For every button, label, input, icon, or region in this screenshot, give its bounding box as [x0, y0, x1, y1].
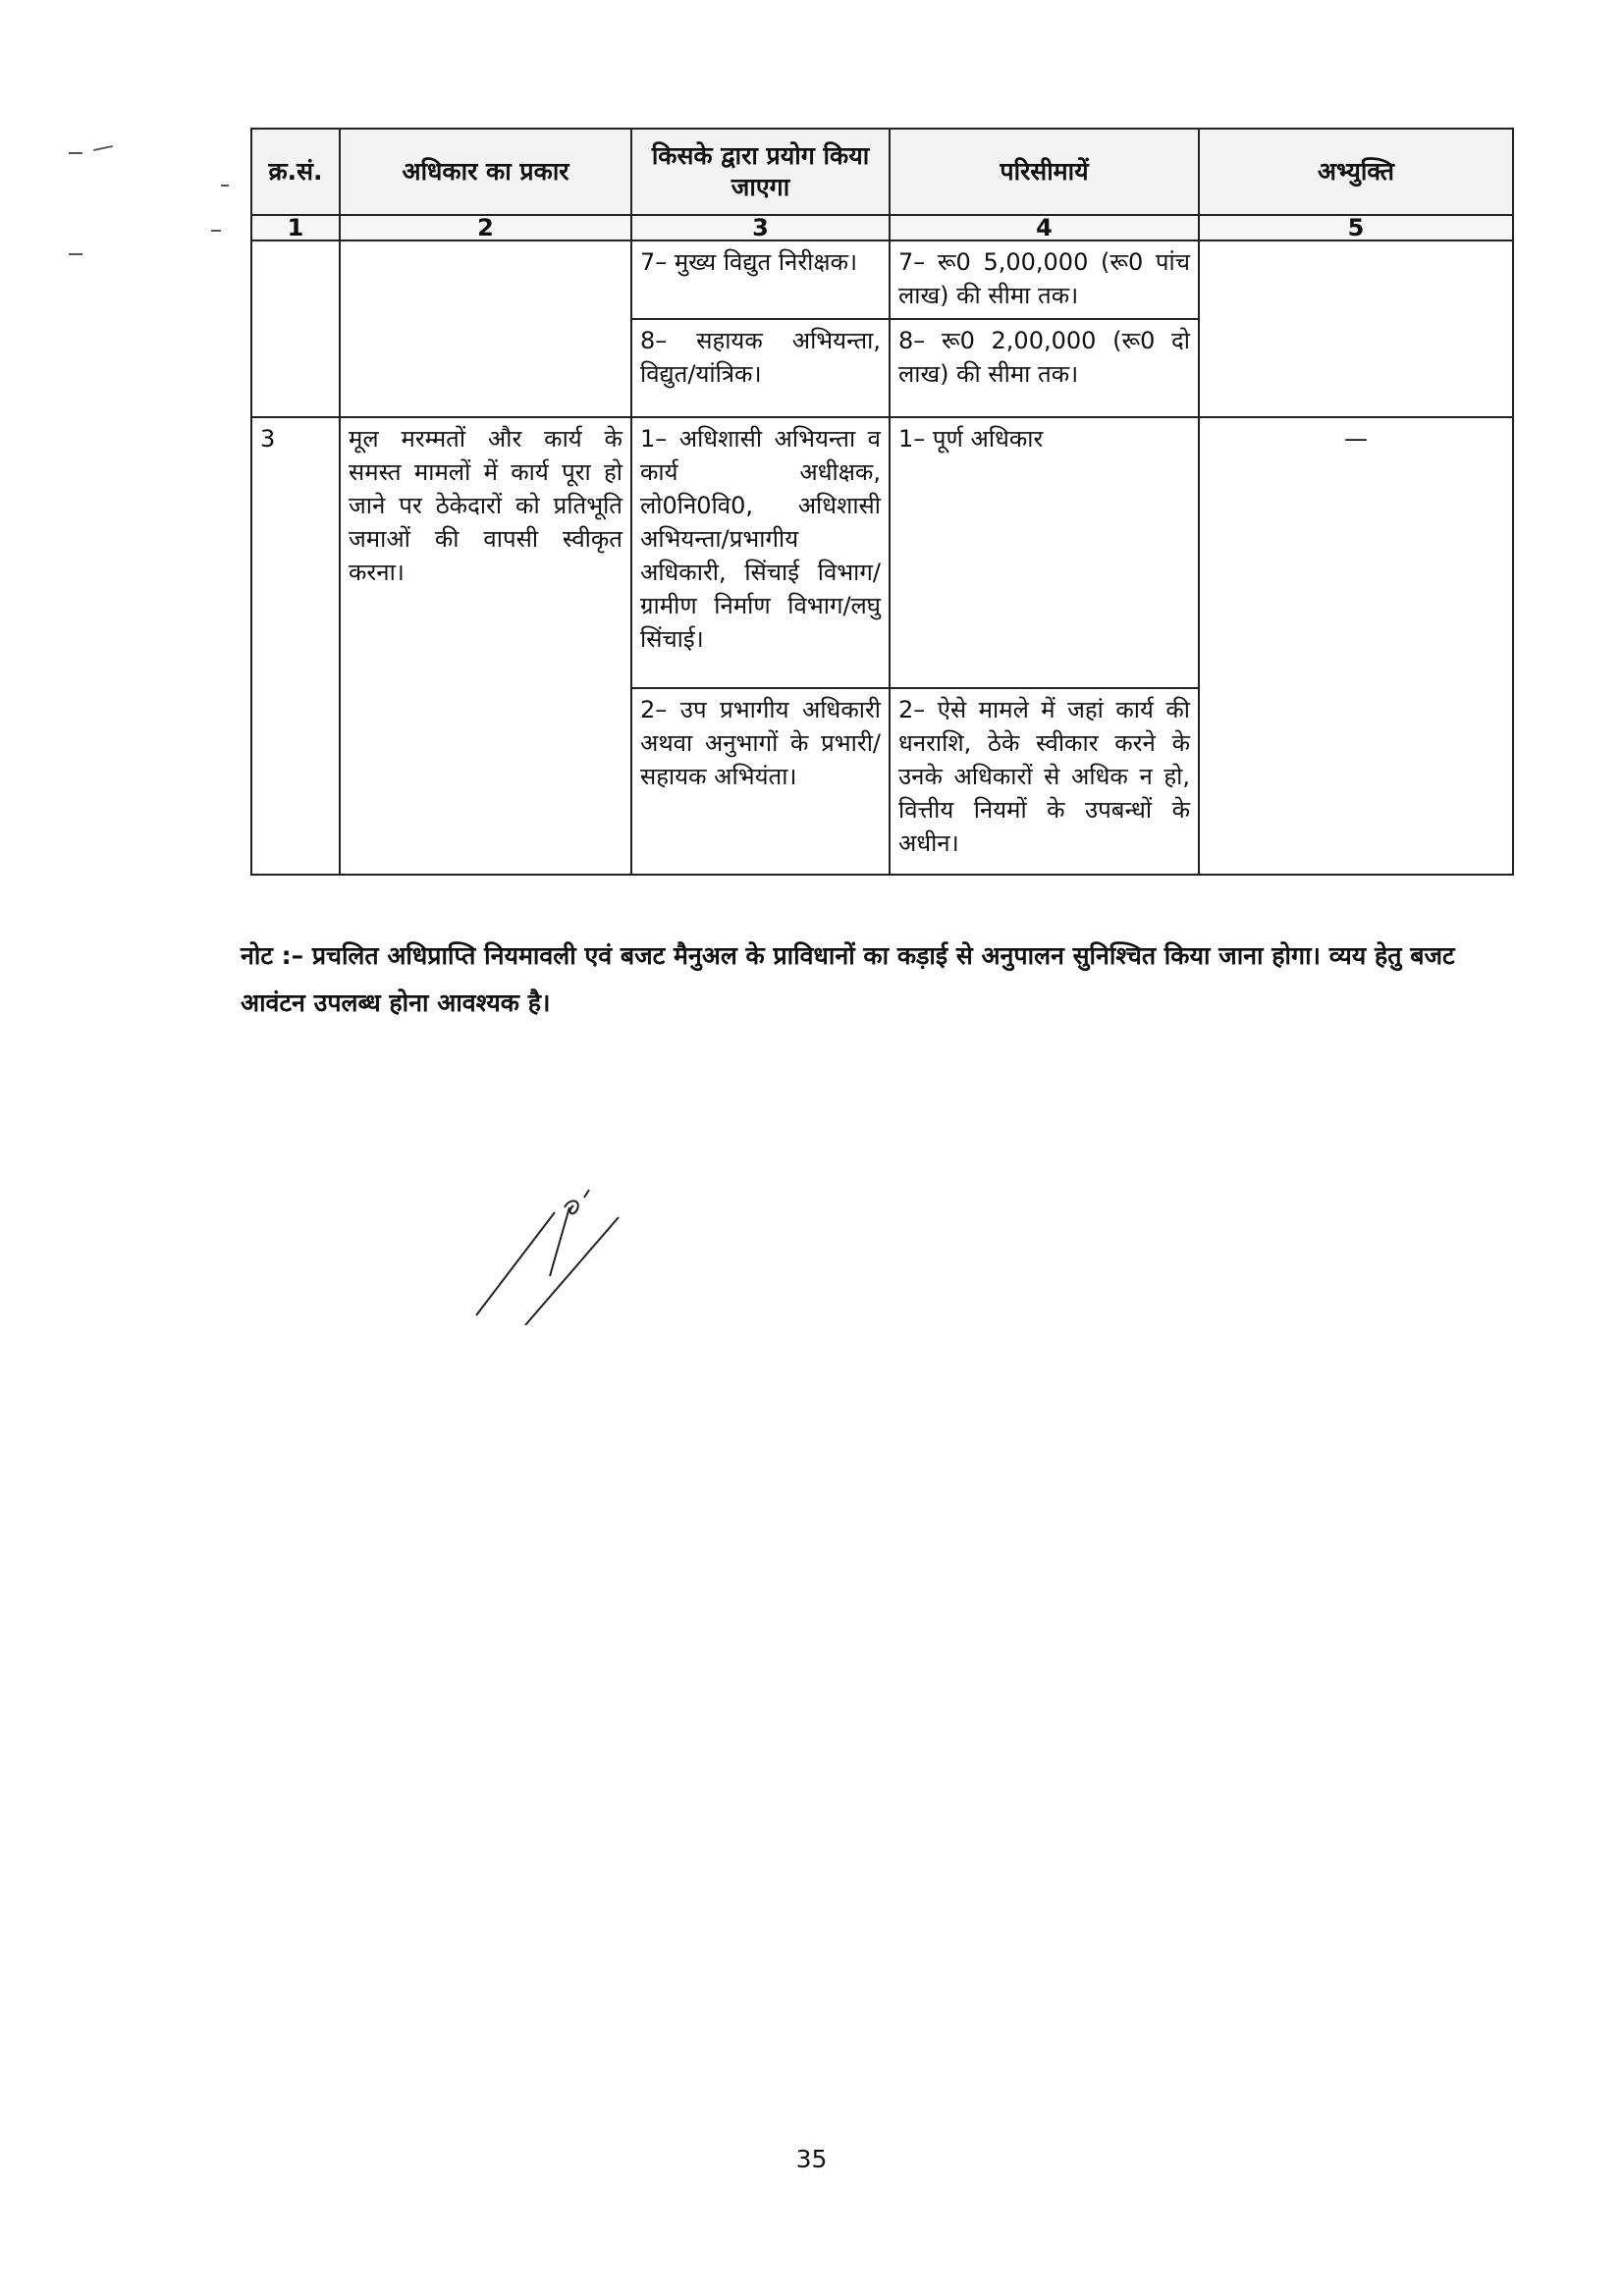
header-sno: क्र.सं.: [251, 129, 340, 215]
table-row: [251, 240, 1513, 319]
scan-mark: [221, 185, 229, 187]
column-number-row: [251, 215, 1513, 240]
cell-exercised-by: 7– मुख्य विद्युत निरीक्षक।: [631, 240, 890, 319]
column-number: 1: [251, 215, 340, 240]
cell-limit: 2– ऐसे मामले में जहां कार्य की धनराशि, ठेके स्वीकार करने के उनके अधिकारों से अधिक न हो, वित्तीय नियमों के उपबन्धों के अधीन।: [890, 688, 1199, 875]
cell-exercised-by: 2– उप प्रभागीय अधिकारी अथवा अनुभागों के प्रभारी/सहायक अभियंता।: [631, 688, 890, 875]
header-exercised-by: किसके द्वारा प्रयोग किया जाएगा: [631, 129, 890, 215]
signature-mark: [471, 1178, 668, 1325]
cell-remark: [1199, 240, 1513, 417]
cell-limit: 8– रू0 2,00,000 (रू0 दो लाख) की सीमा तक।: [890, 319, 1199, 417]
cell-remark: —: [1199, 417, 1513, 875]
cell-exercised-by: 8– सहायक अभियन्ता, विद्युत/यांत्रिक।: [631, 319, 890, 417]
cell-exercised-by: 1– अधिशासी अभियन्ता व कार्य अधीक्षक, लो0नि0वि0, अधिशासी अभियन्ता/प्रभागीय अधिकारी, सिंचाई विभाग/ ग्रामीण निर्माण विभाग/लघु सिंचाई।: [631, 417, 890, 688]
cell-authority-type: [340, 240, 631, 417]
cell-sno: 3: [251, 417, 340, 875]
scan-mark: [211, 230, 221, 232]
table-header-row: [251, 129, 1513, 215]
column-number: 4: [890, 215, 1199, 240]
column-number: 2: [340, 215, 631, 240]
note-text: नोट :– प्रचलित अधिप्राप्ति नियमावली एवं बजट मैनुअल के प्राविधानों का कड़ाई से अनुपालन सुनिश्चित किया जाना होगा। व्यय हेतु बजट आवंटन उपलब्ध होना आवश्यक है।: [241, 941, 1455, 1017]
cell-sno: [251, 240, 340, 417]
header-authority-type: अधिकार का प्रकार: [340, 129, 631, 215]
column-number: 3: [631, 215, 890, 240]
cell-authority-type: मूल मरम्मतों और कार्य के समस्त मामलों में कार्य पूरा हो जाने पर ठेकेदारों को प्रतिभूति जमाओं की वापसी स्वीकृत करना।: [340, 417, 631, 875]
cell-limit: 1– पूर्ण अधिकार: [890, 417, 1199, 688]
header-remarks: अभ्युक्ति: [1199, 129, 1513, 215]
page-number: 35: [795, 2145, 828, 2173]
column-number: 5: [1199, 215, 1513, 240]
scan-mark: [69, 253, 82, 255]
table-row: [251, 417, 1513, 688]
scan-mark: [93, 145, 113, 151]
authority-table: [250, 128, 1514, 876]
header-limits: परिसीमायें: [890, 129, 1199, 215]
scan-mark: [69, 152, 82, 154]
cell-limit: 7– रू0 5,00,000 (रू0 पांच लाख) की सीमा तक।: [890, 240, 1199, 319]
